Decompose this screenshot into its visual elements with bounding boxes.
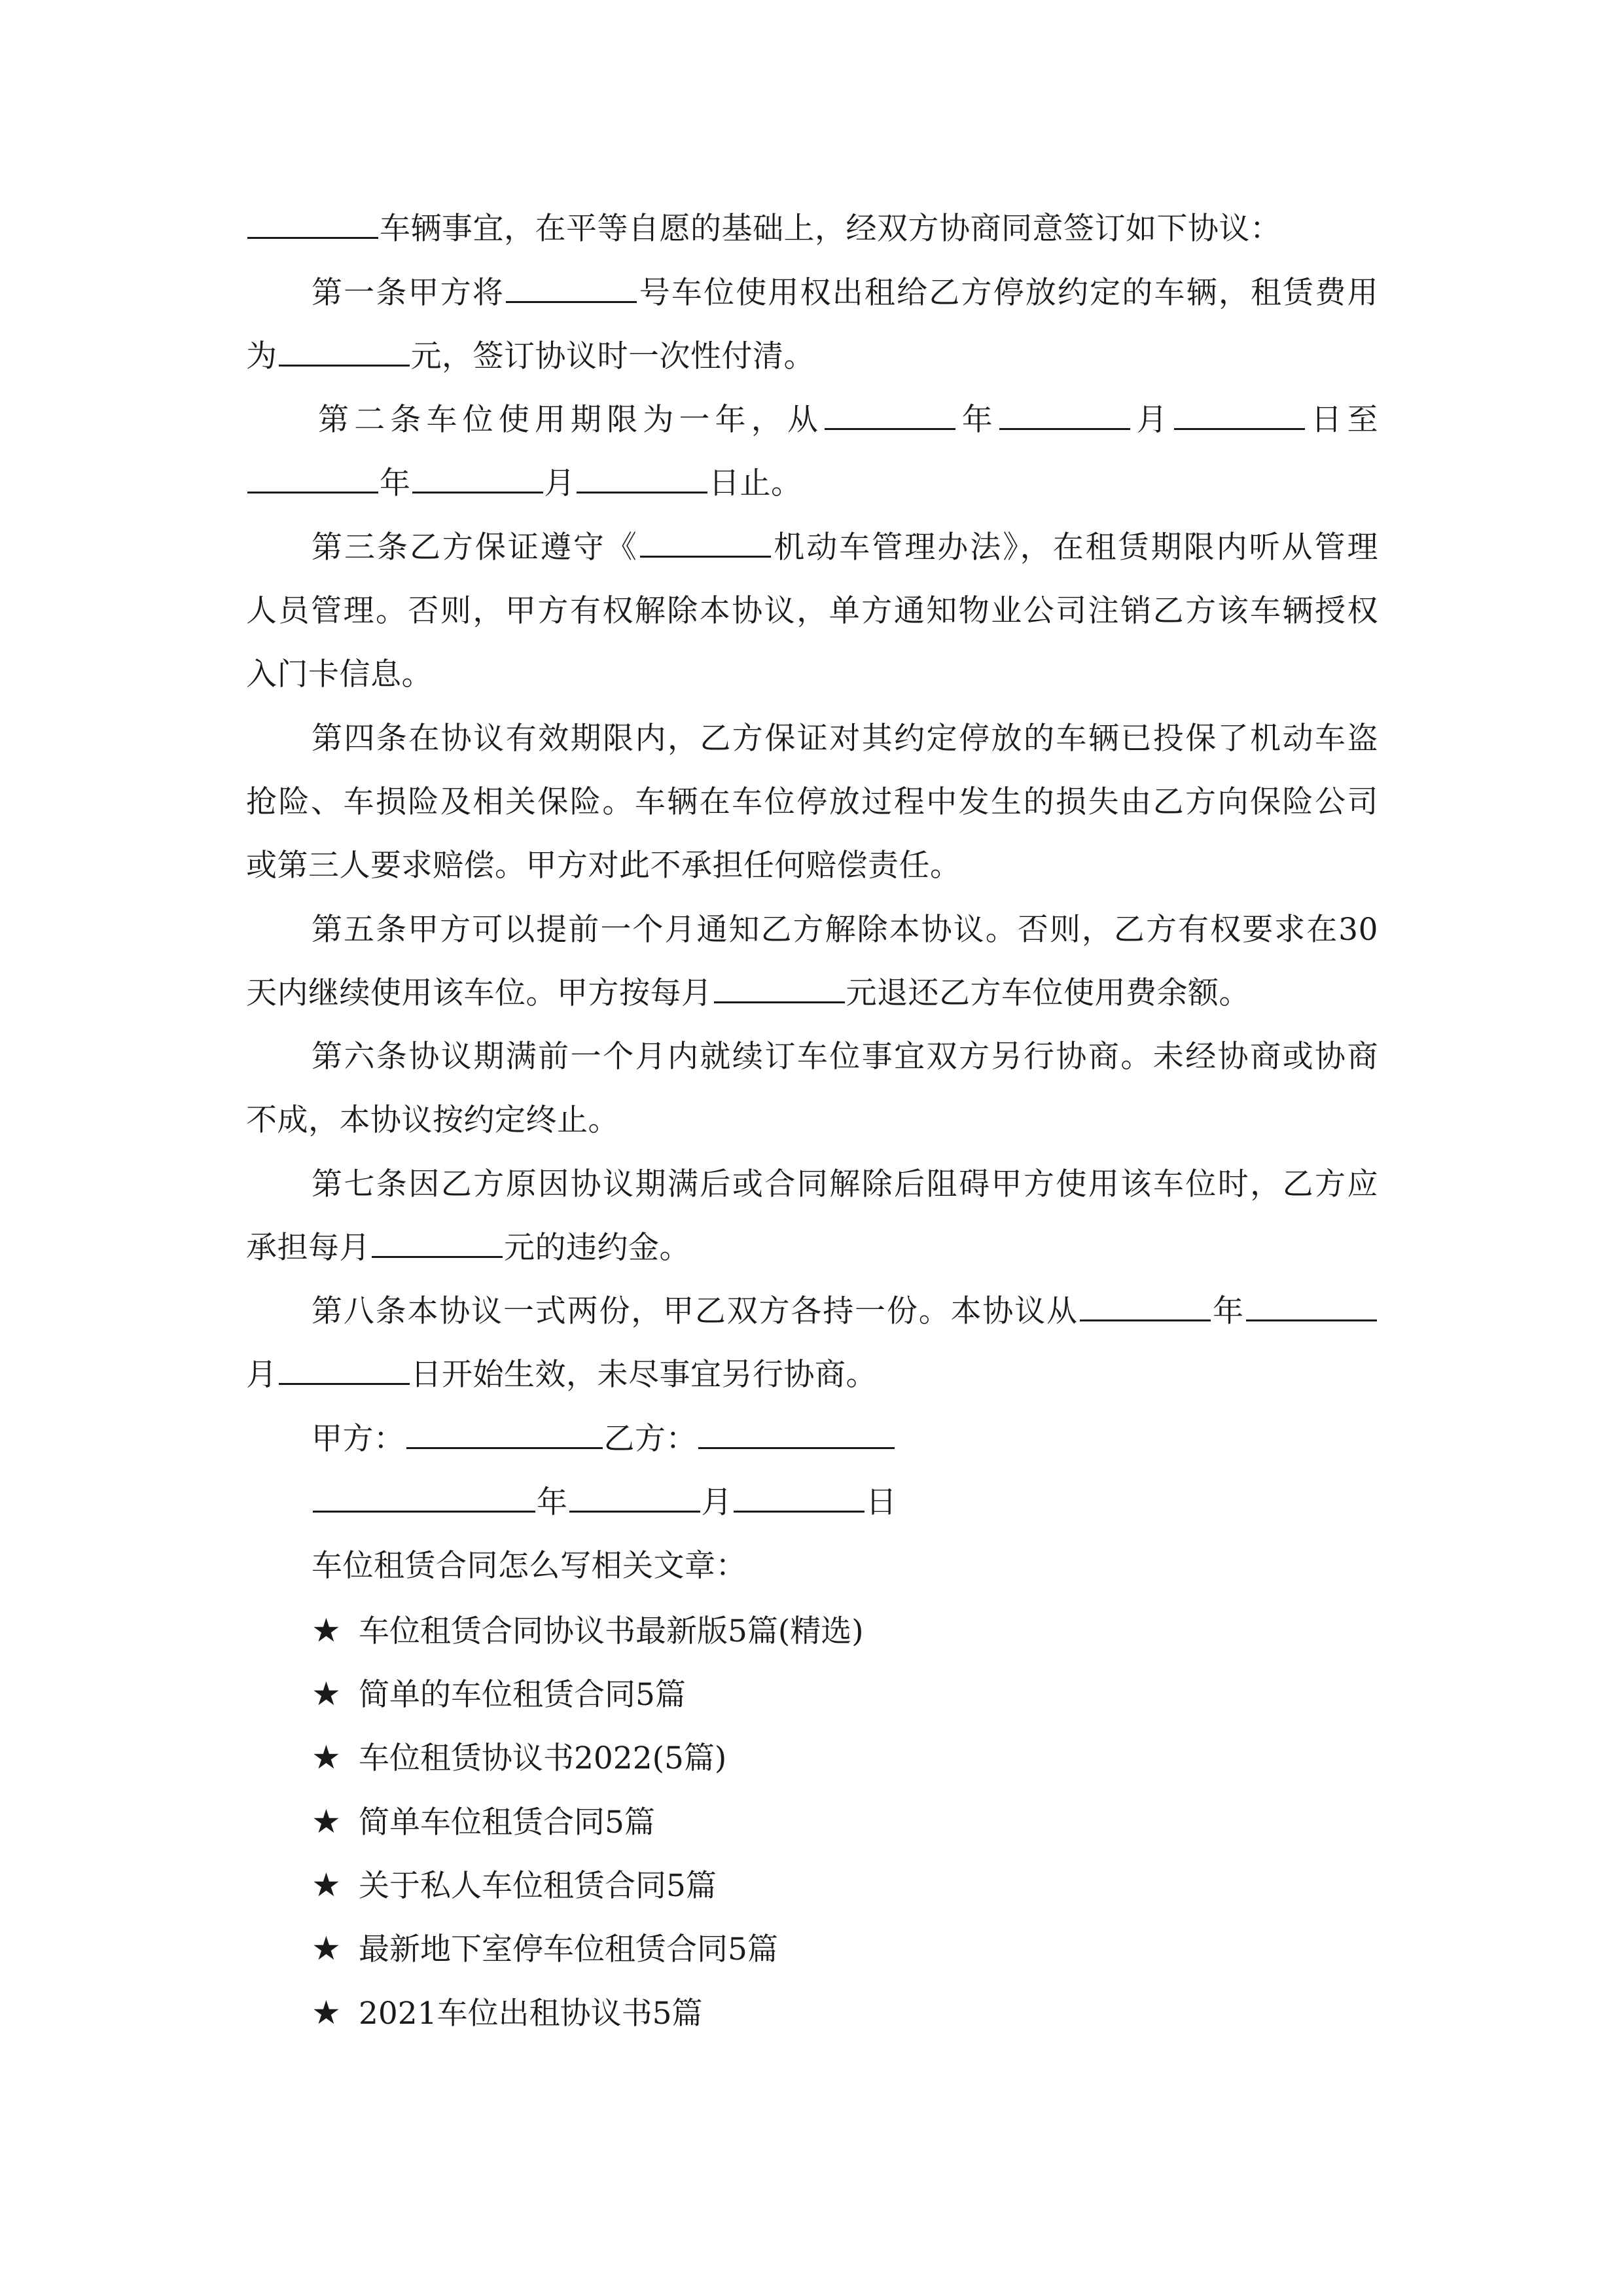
text: 月 <box>701 1484 732 1520</box>
party-b-label: 乙方： <box>603 1421 697 1457</box>
star-icon: ★ <box>312 1994 341 2032</box>
text: 日 <box>866 1484 897 1520</box>
fill-blank <box>313 1508 535 1513</box>
related-item[interactable] <box>312 1601 864 1660</box>
text: 年 <box>537 1484 568 1520</box>
related-item[interactable] <box>312 1856 717 1914</box>
star-icon: ★ <box>312 1611 341 1649</box>
star-icon: ★ <box>312 1675 341 1713</box>
article-5-line-1: 第五条甲方可以提前一个月通知乙方解除本协议。否则，乙方有权要求在30 <box>312 912 1378 948</box>
fill-blank <box>506 298 637 303</box>
article-1-line-2 <box>246 327 1378 386</box>
article-6-line-2: 不成，本协议按约定终止。 <box>246 1102 619 1138</box>
fill-blank <box>247 489 378 493</box>
article-7-line-2 <box>246 1219 1378 1278</box>
article-6-line-1: 第六条协议期满前一个月内就续订车位事宜双方另行协商。未经协商或协商 <box>312 1039 1378 1075</box>
related-heading: 车位租赁合同怎么写相关文章： <box>312 1548 747 1584</box>
article-3-line-1 <box>312 518 1378 577</box>
text: 第三条乙方保证遵守《 <box>312 529 639 565</box>
text: 号车位使用权出租给乙方停放约定的车辆，租赁费用 <box>638 275 1379 311</box>
text: 承担每月 <box>246 1230 370 1266</box>
text: 第八条本协议一式两份，甲乙双方各持一份。本协议从 <box>312 1293 1079 1329</box>
related-item-label: 车位租赁协议书2022(5篇) <box>359 1740 727 1776</box>
article-7-line-1: 第七条因乙方原因协议期满后或合同解除后阻碍甲方使用该车位时，乙方应 <box>312 1166 1378 1202</box>
related-item-label: 简单的车位租赁合同5篇 <box>359 1677 686 1713</box>
party-b-blank <box>698 1444 895 1449</box>
article-4-line-2: 抢险、车损险及相关保险。车辆在车位停放过程中发生的损失由乙方向保险公司 <box>246 784 1378 820</box>
related-item-label: 最新地下室停车位租赁合同5篇 <box>359 1931 778 1967</box>
fill-blank <box>1174 425 1305 430</box>
text: 月 <box>544 465 575 501</box>
fill-blank <box>412 489 543 493</box>
fill-blank <box>279 1380 410 1385</box>
text: 年 <box>1211 1293 1245 1329</box>
star-icon: ★ <box>312 1803 341 1840</box>
fill-blank <box>279 362 410 367</box>
related-item-label: 简单车位租赁合同5篇 <box>359 1804 655 1840</box>
text: 年 <box>957 402 998 438</box>
text: 元，签订协议时一次性付清。 <box>410 338 815 374</box>
star-icon: ★ <box>312 1866 341 1904</box>
text: 第二条车位使用期限为一年，从 <box>318 402 824 438</box>
fill-blank <box>714 999 845 1003</box>
text: 元退还乙方车位使用费余额。 <box>846 975 1250 1011</box>
article-2-line-2 <box>246 454 1378 513</box>
article-2-line-1 <box>318 391 1378 450</box>
fill-blank <box>1246 1317 1377 1321</box>
text: 日止。 <box>709 465 802 501</box>
fill-blank <box>640 553 771 558</box>
fill-blank <box>734 1508 865 1513</box>
article-8-line-2 <box>246 1346 1378 1405</box>
text: 机动车管理办法》，在租赁期限内听从管理 <box>772 529 1378 565</box>
fill-blank <box>569 1508 700 1513</box>
related-item[interactable] <box>312 1792 655 1851</box>
related-item[interactable] <box>312 1664 686 1723</box>
text: 车辆事宜，在平等自愿的基础上，经双方协商同意签订如下协议： <box>380 211 1281 247</box>
text: 元的违约金。 <box>504 1230 690 1266</box>
text: 日开始生效，未尽事宜另行协商。 <box>410 1357 877 1393</box>
article-8-line-1 <box>312 1282 1378 1341</box>
star-icon: ★ <box>312 1738 341 1776</box>
article-5-line-2 <box>246 964 1378 1023</box>
related-item[interactable] <box>312 1919 778 1978</box>
party-a-label: 甲方： <box>312 1421 405 1457</box>
contract-line-1 <box>246 200 1378 259</box>
article-3-line-3: 入门卡信息。 <box>246 656 433 692</box>
date-line <box>312 1473 1378 1532</box>
text: 为 <box>246 338 277 374</box>
related-item[interactable] <box>312 1728 726 1787</box>
fill-blank <box>1080 1317 1211 1321</box>
related-item[interactable] <box>312 1983 703 2042</box>
related-item-label: 关于私人车位租赁合同5篇 <box>359 1868 717 1904</box>
fill-blank <box>825 425 955 430</box>
fill-blank <box>247 234 378 239</box>
signature-line <box>312 1410 1378 1469</box>
article-4-line-3: 或第三人要求赔偿。甲方对此不承担任何赔偿责任。 <box>246 848 961 884</box>
text: 月 <box>1131 402 1173 438</box>
text: 第一条甲方将 <box>312 275 505 311</box>
party-a-blank <box>406 1444 603 1449</box>
text: 月 <box>246 1357 277 1393</box>
fill-blank <box>577 489 707 493</box>
article-1-line-1 <box>312 264 1378 323</box>
text: 天内继续使用该车位。甲方按每月 <box>246 975 713 1011</box>
star-icon: ★ <box>312 1929 341 1967</box>
text: 年 <box>380 465 411 501</box>
article-3-line-2: 人员管理。否则，甲方有权解除本协议，单方通知物业公司注销乙方该车辆授权 <box>246 593 1378 629</box>
fill-blank <box>372 1253 503 1258</box>
fill-blank <box>999 425 1130 430</box>
article-4-line-1: 第四条在协议有效期限内，乙方保证对其约定停放的车辆已投保了机动车盗 <box>312 721 1378 757</box>
text: 日至 <box>1306 402 1379 438</box>
related-item-label: 车位租赁合同协议书最新版5篇(精选) <box>359 1613 864 1649</box>
related-item-label: 2021车位出租协议书5篇 <box>359 1996 703 2032</box>
